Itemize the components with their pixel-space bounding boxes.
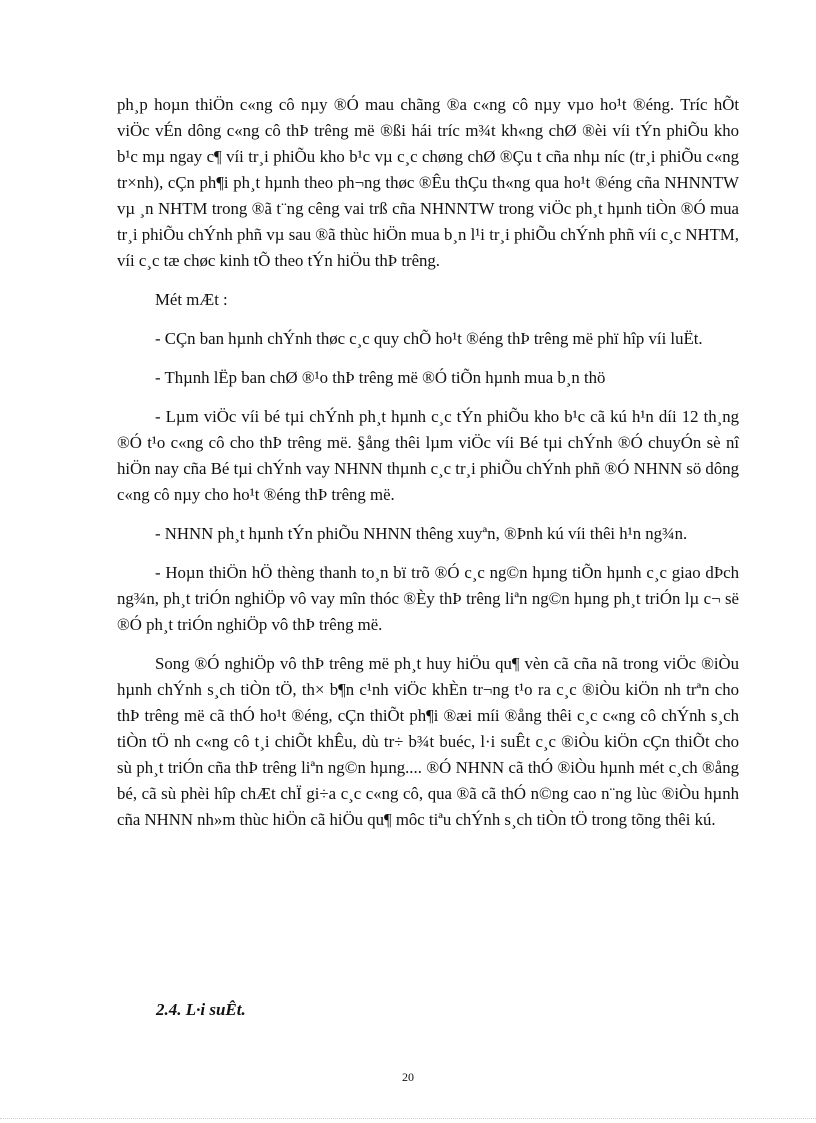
paragraph-bullet-tin-phieu: - NHNN ph¸t hµnh tÝn phiÕu NHNN thêng xuyªn, ®Þnh kú víi thêi h¹n ng¾n.: [155, 524, 688, 543]
section-heading: 2.4. L·i suÊt.: [156, 1000, 246, 1019]
paragraph-bullet-thanh-toan: - Hoµn thiÖn hÖ thèng thanh to¸n bï trõ ®Ó c¸c ng©n hµng tiÕn hµnh c¸c giao dÞch ng¾n, ph¸t triÓn nghiÖp vô vay mîn thóc ®Èy thÞ trêng liªn ng©n hµng ph¸t triÓn lµ c¬ së ®Ó ph¸t triÓn nghiÖp vô thÞ trêng më.: [117, 563, 739, 634]
page-number: 20: [402, 1070, 414, 1084]
paragraph-song: Song ®Ó nghiÖp vô thÞ trêng më ph¸t huy hiÖu qu¶ vèn cã cña nã trong viÖc ®iÒu hµnh chÝnh s¸ch tiÒn tÖ, th× b¶n c¹nh viÖc khÈn tr¬ng t¹o ra c¸c ®iÒu kiÖn nh trªn cho thÞ trêng më cã thÓ ho¹t ®éng, cÇn thiÕt ph¶i ®æi míi ®ång thêi c¸c c«ng cô chÝnh s¸ch tiÒn tÖ nh c«ng cô t¸i chiÕt khÊu, dù tr÷ b¾t buéc, l·i suÊt c¸c ®iÒu kiÖn cÇn thiÕt cho sù ph¸t triÓn cña thÞ trêng liªn ng©n hµng.... ®Ó NHNN cã thÓ ®iÒu hµnh mét c¸ch ®ång bé, cã sù phèi hîp chÆt chÏ gi÷a c¸c c«ng cô, qua ®ã cã thÓ n©ng cao n¨ng lùc ®iÒu hµnh cña NHNN nh»m thùc hiÖn cã hiÖu qu¶ môc tiªu chÝnh s¸ch tiÒn tÖ trong tõng thêi kú.: [117, 654, 739, 829]
paragraph-bullet-quy-che: - CÇn ban hµnh chÝnh thøc c¸c quy chÕ ho¹t ®éng thÞ trêng më phï hîp víi luËt.: [155, 329, 703, 348]
paragraph-continuation: ph¸p hoµn thiÖn c«ng cô nµy ®Ó mau chãng ®a c«ng cô nµy vµo ho¹t ®éng. Tríc hÕt viÖc vÉn dông c«ng cô thÞ trêng më ®ßi hái tríc m¾t kh«ng chØ ®èi víi tÝn phiÕu kho b¹c mµ ngay c¶ víi tr¸i phiÕu kho b¹c vµ c¸c chøng chØ ®Çu t cña nhµ níc (tr¸i phiÕu c«ng tr×nh), cÇn ph¶i ph¸t hµnh theo ph¬ng thøc ®Êu thÇu th«ng qua ho¹t ®éng cña NHNNTW vµ ¸n NHTM trong ®ã t¨ng cêng vai trß cña NHNNTW trong viÖc ph¸t hµnh tiÒn ®Ó mua tr¸i phiÕu chÝnh phñ vµ sau ®ã thùc hiÖn mua b¸n l¹i tr¸i phiÕu chÝnh phñ víi c¸c NHTM, víi c¸c tæ chøc kinh tÕ theo tÝn hiÖu thÞ trêng.: [117, 95, 739, 270]
paragraph-bullet-bo-tai-chinh: - Lµm viÖc víi bé tµi chÝnh ph¸t hµnh c¸c tÝn phiÕu kho b¹c cã kú h¹n díi 12 th¸ng ®Ó t¹o c«ng cô cho thÞ trêng më. §ång thêi lµm viÖc víi Bé tµi chÝnh ®Ó chuyÓn sè nî hiÖn nay cña Bé tµi chÝnh vay NHNN thµnh c¸c tr¸i phiÕu chÝnh phñ ®Ó NHNN sö dông c«ng cô nµy cho ho¹t ®éng thÞ trêng më.: [117, 407, 739, 504]
body-text: [117, 92, 739, 846]
footer-divider: [0, 1118, 816, 1119]
paragraph-mot-mat: Mét mÆt :: [155, 290, 228, 309]
paragraph-bullet-ban-chi-dao: - Thµnh lËp ban chØ ®¹o thÞ trêng më ®Ó tiÕn hµnh mua b¸n thö: [155, 368, 606, 387]
